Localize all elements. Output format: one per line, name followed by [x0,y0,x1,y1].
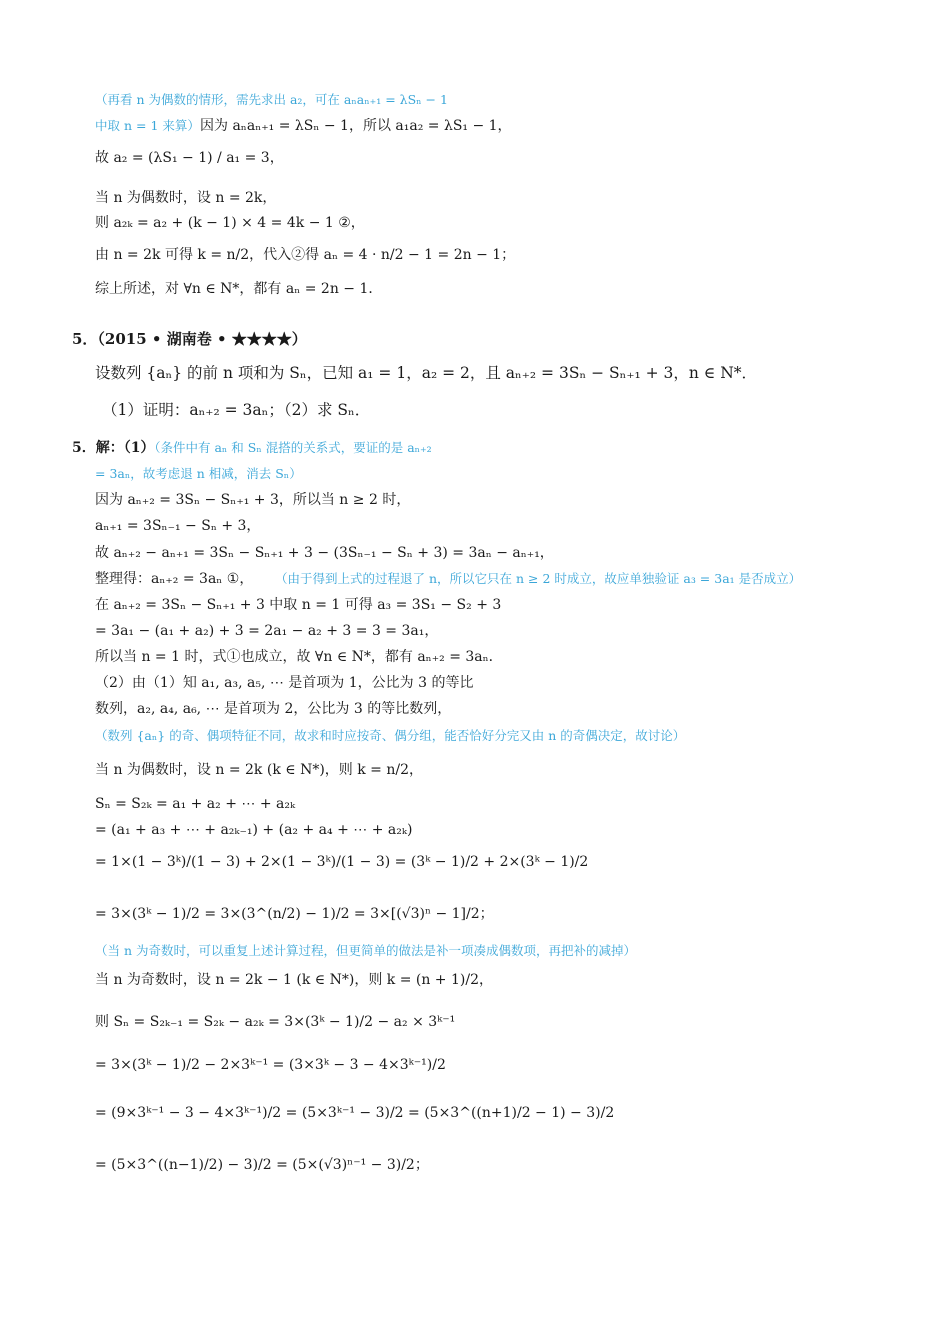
text-line: 数列，a₂, a₄, a₆, ⋯ 是首项为 2，公比为 3 的等比数列， [95,701,452,717]
text-line: 综上所述，对 ∀n ∈ N*，都有 aₙ = 2n − 1． [95,281,383,297]
text-line: 故 aₙ₊₂ − aₙ₊₁ = 3Sₙ − Sₙ₊₁ + 3 − (3Sₙ₋₁ − Sₙ + 3) = 3aₙ − aₙ₊₁， [95,545,554,561]
text-line: 当 n 为奇数时，设 n = 2k − 1 (k ∈ N*)，则 k = (n + 1)/2， [95,972,493,988]
solution-heading: 5．解：（1） [72,440,155,456]
problem-questions: （1）证明：aₙ₊₂ = 3aₙ；（2）求 Sₙ． [102,401,371,419]
text-line: Sₙ = S₂ₖ = a₁ + a₂ + ⋯ + a₂ₖ [95,796,296,812]
note-line: （当 n 为奇数时，可以重复上述计算过程，但更简单的做法是补一项凑成偶数项，再把补的减掉） [95,943,636,958]
note-line: （条件中有 aₙ 和 Sₙ 混搭的关系式，要证的是 aₙ₊₂ [148,440,432,455]
text-line: 因为 aₙ₊₂ = 3Sₙ − Sₙ₊₁ + 3，所以当 n ≥ 2 时， [95,492,411,508]
text-line: 则 Sₙ = S₂ₖ₋₁ = S₂ₖ − a₂ₖ = 3×(3ᵏ − 1)/2 − a₂ × 3ᵏ⁻¹ [95,1014,456,1030]
text-line: = (9×3ᵏ⁻¹ − 3 − 4×3ᵏ⁻¹)/2 = (5×3ᵏ⁻¹ − 3)/2 = (5×3^((n+1)/2 − 1) − 3)/2 [95,1105,615,1121]
text-line: （2）由（1）知 a₁, a₃, a₅, ⋯ 是首项为 1，公比为 3 的等比 [95,675,474,691]
text-line: 则 a₂ₖ = a₂ + (k − 1) × 4 = 4k − 1 ②， [95,215,365,231]
text-line: aₙ₊₁ = 3Sₙ₋₁ − Sₙ + 3， [95,518,261,534]
problem-statement: 设数列 {aₙ} 的前 n 项和为 Sₙ，已知 a₁ = 1，a₂ = 2，且 aₙ₊₂ = 3Sₙ − Sₙ₊₁ + 3，n ∈ N*． [95,364,758,382]
note-line: （数列 {aₙ} 的奇、偶项特征不同，故求和时应按奇、偶分组，能否恰好分完又由 n 的奇偶决定，故讨论） [95,728,686,743]
text-line: 整理得：aₙ₊₂ = 3aₙ ①， [95,571,254,587]
text-line: = 3a₁ − (a₁ + a₂) + 3 = 2a₁ − a₂ + 3 = 3 = 3a₁， [95,623,439,639]
text-line: 所以当 n = 1 时，式①也成立，故 ∀n ∈ N*，都有 aₙ₊₂ = 3aₙ． [95,649,503,665]
note-line: （再看 n 为偶数的情形，需先求出 a₂，可在 aₙaₙ₊₁ = λSₙ − 1 [95,92,448,107]
text-line: 由 n = 2k 可得 k = n/2，代入②得 aₙ = 4 · n/2 − 1 = 2n − 1； [95,247,516,263]
text-line: = (5×3^((n−1)/2) − 3)/2 = (5×(√3)ⁿ⁻¹ − 3)/2； [95,1157,429,1173]
text-line: = 3×(3ᵏ − 1)/2 = 3×(3^(n/2) − 1)/2 = 3×[(√3)ⁿ − 1]/2； [95,906,494,922]
text-line: = 1×(1 − 3ᵏ)/(1 − 3) + 2×(1 − 3ᵏ)/(1 − 3) = (3ᵏ − 1)/2 + 2×(3ᵏ − 1)/2 [95,854,589,870]
text-line: 因为 aₙaₙ₊₁ = λSₙ − 1，所以 a₁a₂ = λS₁ − 1， [200,118,512,134]
text-line: = 3×(3ᵏ − 1)/2 − 2×3ᵏ⁻¹ = (3×3ᵏ − 3 − 4×3ᵏ⁻¹)/2 [95,1057,446,1073]
text-line: 故 a₂ = (λS₁ − 1) / a₁ = 3， [95,150,284,166]
note-line: = 3aₙ，故考虑退 n 相减，消去 Sₙ） [95,466,302,481]
text-line: = (a₁ + a₃ + ⋯ + a₂ₖ₋₁) + (a₂ + a₄ + ⋯ + a₂ₖ) [95,822,413,838]
problem-heading: 5．（2015 • 湖南卷 • ★★★★） [72,330,307,348]
text-line: 当 n 为偶数时，设 n = 2k， [95,190,277,206]
note-line: （由于得到上式的过程退了 n，所以它只在 n ≥ 2 时成立，故应单独验证 a₃ = 3a₁ 是否成立） [275,571,802,586]
text-line: 当 n 为偶数时，设 n = 2k (k ∈ N*)，则 k = n/2， [95,762,423,778]
text-line: 在 aₙ₊₂ = 3Sₙ − Sₙ₊₁ + 3 中取 n = 1 可得 a₃ = 3S₁ − S₂ + 3 [95,597,502,613]
note-line: 中取 n = 1 来算） [95,118,200,133]
